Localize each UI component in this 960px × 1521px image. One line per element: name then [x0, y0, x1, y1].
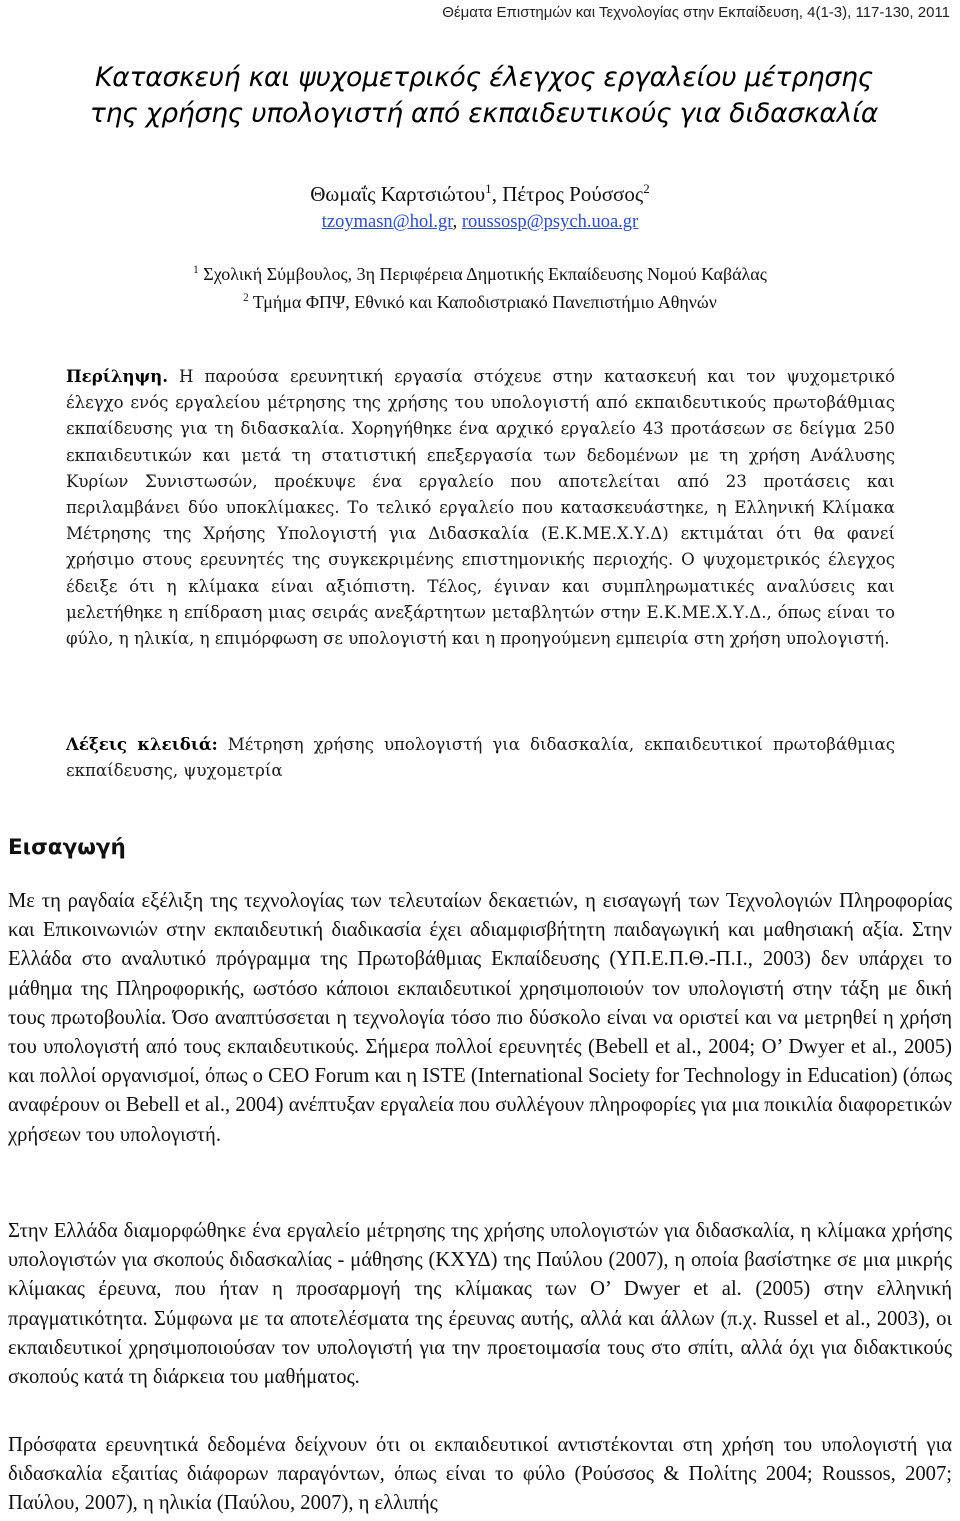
body-paragraph: Πρόσφατα ερευνητικά δεδομένα δείχνουν ότι οι εκπαιδευτικοί αντιστέκονται στη χρήση του υπολογιστή για διδασκαλία εξαιτίας διάφορων παραγόντων, όπως είναι το φύλο (Ρούσσος & Πολίτης 2004; Roussos, 2007; Παύλου, 2007), η ηλικία (Παύλου, 2007), η ελλιπής [8, 1434, 952, 1515]
keywords-label: Λέξεις κλειδιά: [66, 734, 218, 754]
abstract-label: Περίληψη. [66, 366, 168, 386]
email-link[interactable]: roussosp@psych.uoa.gr [461, 212, 639, 232]
running-header: Θέματα Επιστημών και Τεχνολογίας στην Εκπαίδευση, 4(1-3), 117-130, 2011 [442, 4, 950, 21]
email-link[interactable]: tzoymasn@hol.gr [321, 212, 453, 232]
author-name: Θωμαΐς Καρτσιώτου [310, 182, 486, 206]
affiliation-marker: 2 [243, 292, 249, 304]
body-paragraph: Στην Ελλάδα διαμορφώθηκε ένα εργαλείο μέτρησης της χρήσης υπολογιστών για διδασκαλία, η κλίμακα χρήσης υπολογιστών για σκοπούς διδασκαλίας - μάθησης (ΚΧΥΔ) της Παύλου (2007), η οποία βασίστηκε σε μια μικρής κλίμακας έρευνα, που ήταν η προσαρμογή της κλίμακας των O’ Dwyer et al. (2005) στην ελληνική πραγματικότητα. Σύμφωνα με τα αποτελέσματα της έρευνας αυτής, αλλά και άλλων (π.χ. Russel et al., 2003), οι εκπαιδευτικοί χρησιμοποιούσαν τον υπολογιστή για την προετοιμασία τους στο σπίτι, αλλά όχι για διδακτικούς σκοπούς κατά τη διάρκεια του μαθήματος. [8, 1220, 952, 1389]
author-separator: , [491, 182, 503, 206]
paper-title [14, 60, 954, 132]
affiliation-2 [0, 292, 960, 313]
affiliation-text: Τμήμα ΦΠΨ, Εθνικό και Καποδιστριακό Πανεπιστήμιο Αθηνών [248, 292, 717, 312]
section-heading: Εισαγωγή [8, 835, 126, 860]
affiliation-marker: 1 [193, 264, 199, 276]
keywords-text: Μέτρηση χρήσης υπολογιστή για διδασκαλία, εκπαιδευτικοί πρωτοβάθμιας εκπαίδευσης, ψυχομετρία [66, 735, 895, 781]
paper-title-line-1: Κατασκευή και ψυχομετρικός έλεγχος εργαλείου μέτρησης [95, 62, 873, 93]
paper-title-line-2: της χρήσης υπολογιστή από εκπαιδευτικούς για διδασκαλία [89, 98, 879, 129]
affiliation-1 [0, 264, 960, 285]
author-name: Πέτρος Ρούσσος [502, 182, 644, 206]
body-paragraph: Με τη ραγδαία εξέλιξη της τεχνολογίας των τελευταίων δεκαετιών, η εισαγωγή των Τεχνολογιών Πληροφορίας και Επικοινωνιών στην εκπαιδευτική διαδικασία έχει αδιαμφισβήτητη παιδαγωγική και μαθησιακή αξία. Στην Ελλάδα στο αναλυτικό πρόγραμμα της Πρωτοβάθμιας Εκπαίδευσης (ΥΠ.Ε.Π.Θ.-Π.Ι., 2003) δεν υπάρχει το μάθημα της Πληροφορικής, ωστόσο κάποιοι εκπαιδευτικοί χρησιμοποιούν τον υπολογιστή στην τάξη με δική τους πρωτοβουλία. Όσο αναπτύσσεται η τεχνολογία τόσο πιο δύσκολο είναι να οριστεί και να μετρηθεί η χρήση του υπολογιστή από τους εκπαιδευτικούς. Σήμερα πολλοί ερευνητές (Bebell et al., 2004; O’ Dwyer et al., 2005) και πολλοί οργανισμοί, όπως ο CEO Forum και η ISTE (International Society for Technology in Education) (όπως αναφέρουν οι Bebell et al., 2004) ανέπτυξαν εργαλεία που συλλέγουν πληροφορίες για μια ποικιλία διαφορετικών χρήσεων του υπολογιστή. [8, 890, 952, 1146]
affiliation-text: Σχολική Σύμβουλος, 3η Περιφέρεια Δημοτικής Εκπαίδευσης Νομού Καβάλας [198, 264, 767, 284]
keywords [66, 731, 895, 784]
affiliation-marker: 2 [643, 181, 650, 196]
affiliation-marker: 1 [485, 181, 492, 196]
abstract-text: Η παρούσα ερευνητική εργασία στόχευε στην κατασκευή και τον ψυχομετρικό έλεγχο ενός εργαλείου μέτρησης της χρήσης του υπολογιστή από εκπαιδευτικούς πρωτοβάθμιας εκπαίδευσης για τη διδασκαλία. Χορηγήθηκε ένα αρχικό εργαλείο 43 προτάσεων σε δείγμα 250 εκπαιδευτικών και μετά τη στατιστική επεξεργασία των δεδομένων με τη χρήση Ανάλυσης Κυρίων Συνιστωσών, προέκυψε ένα εργαλείο που αποτελείται από 23 προτάσεις και περιλαμβάνει δύο υποκλίμακες. Το τελικό εργαλείο που κατασκευάστηκε, η Ελληνική Κλίμακα Μέτρησης της Χρήσης Υπολογιστή για Διδασκαλία (Ε.Κ.ΜΕ.Χ.Υ.Δ) εκτιμάται ότι θα φανεί χρήσιμο στους ερευνητές της συγκεκριμένης επιστημονικής περιοχής. Ο ψυχομετρικός έλεγχος έδειξε ότι η κλίμακα είναι αξιόπιστη. Τέλος, έγιναν και συμπληρωματικές αναλύσεις και μελετήθηκε η επίδραση μιας σειράς ανεξάρτητων μεταβλητών στην Ε.Κ.ΜΕ.Χ.Υ.Δ., όπως είναι το φύλο, η ηλικία, η επιμόρφωση σε υπολογιστή και η προηγούμενη εμπειρία στη χρήση υπολογιστή. [66, 367, 895, 649]
abstract [66, 363, 895, 652]
email-separator: , [452, 212, 462, 232]
author-list [0, 182, 960, 207]
author-emails [0, 212, 960, 233]
